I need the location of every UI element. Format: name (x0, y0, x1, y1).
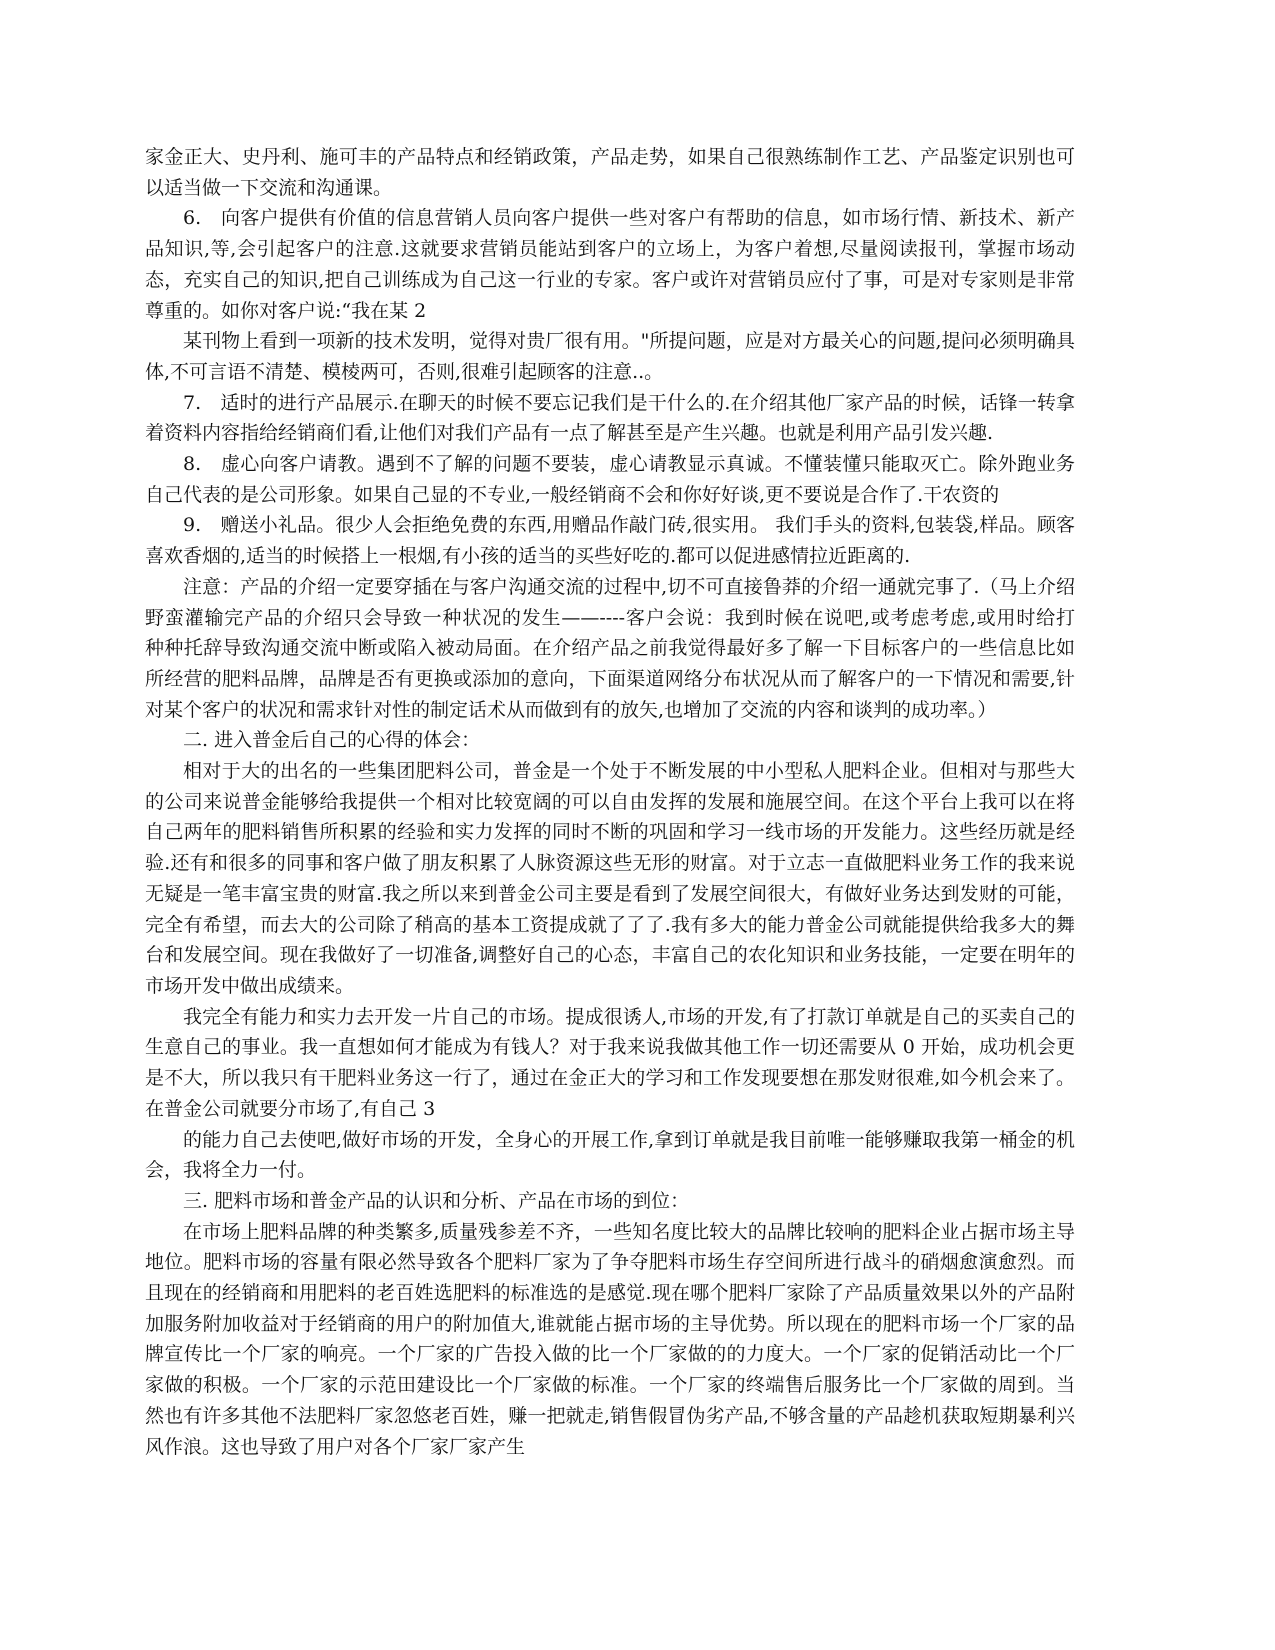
paragraph: 相对于大的出名的一些集团肥料公司，普金是一个处于不断发展的中小型私人肥料企业。但相对与那些大的公司来说普金能够给我提供一个相对比较宽阔的可以自由发挥的发展和施展空间。在这个平台上我可以在将自己两年的肥料销售所积累的经验和实力发挥的同时不断的巩固和学习一线市场的开发能力。这些经历就是经验.还有和很多的同事和客户做了朋友积累了人脉资源这些无形的财富。对于立志一直做肥料业务工作的我来说无疑是一笔丰富宝贵的财富.我之所以来到普金公司主要是看到了发展空间很大，有做好业务达到发财的可能，完全有希望，而去大的公司除了稍高的基本工资提成就了了了.我有多大的能力普金公司就能提供给我多大的舞台和发展空间。现在我做好了一切准备,调整好自己的心态，丰富自己的农化知识和业务技能，一定要在明年的市场开发中做出成绩来。 (145, 760, 1075, 997)
section-heading: 二. 进入普金后自己的心得的体会： (183, 729, 481, 752)
paragraph: 某刊物上看到一项新的技术发明，觉得对贵厂很有用。"所提问题，应是对方最关心的问题,提问必须明确具体,不可言语不清楚、模棱两可，否则,很难引起顾客的注意..。 (145, 330, 1075, 383)
paragraph: 的能力自己去使吧,做好市场的开发，全身心的开展工作,拿到订单就是我目前唯一能够赚取我第一桶金的机会，我将全力一付。 (145, 1128, 1075, 1182)
paragraph: 9. 赠送小礼品。很少人会拒绝免费的东西,用赠品作敲门砖,很实用。 我们手头的资料,包装袋,样品。顾客喜欢香烟的,适当的时候搭上一根烟,有小孩的适当的买些好吃的.都可以促进感情拉近距离的. (145, 514, 1075, 568)
paragraph: 家金正大、史丹利、施可丰的产品特点和经销政策，产品走势，如果自己很熟练制作工艺、产品鉴定识别也可以适当做一下交流和沟通课。 (145, 146, 1075, 199)
paragraph: 6. 向客户提供有价值的信息营销人员向客户提供一些对客户有帮助的信息，如市场行情、新技术、新产品知识,等,会引起客户的注意.这就要求营销员能站到客户的立场上，为客户着想,尽量阅读报刊，掌握市场动态，充实自己的知识,把自己训练成为自己这一行业的专家。客户或许对营销员应付了事，可是对专家则是非常尊重的。如你对客户说:“我在某 2 (145, 207, 1075, 322)
paragraph: 我完全有能力和实力去开发一片自己的市场。提成很诱人,市场的开发,有了打款订单就是自己的买卖自己的生意自己的事业。我一直想如何才能成为有钱人？对于我来说我做其他工作一切还需要从 0 开始，成功机会更是不大，所以我只有干肥料业务这一行了，通过在金正大的学习和工作发现要想在那发财很难,如今机会来了。在普金公司就要分市场了,有自己 3 (145, 1005, 1075, 1120)
section-heading: 三. 肥料市场和普金产品的认识和分析、产品在市场的到位： (183, 1189, 690, 1212)
paragraph: 7. 适时的进行产品展示.在聊天的时候不要忘记我们是干什么的.在介绍其他厂家产品的时候，话锋一转拿着资料内容指给经销商们看,让他们对我们产品有一点了解甚至是产生兴趣。也就是利用产品引发兴趣. (145, 391, 1075, 445)
paragraph: 注意：产品的介绍一定要穿插在与客户沟通交流的过程中,切不可直接鲁莽的介绍一通就完事了.（马上介绍野蛮灌输完产品的介绍只会导致一种状况的发生——----客户会说：我到时候在说吧,或考虑考虑,或用时给打 种种托辞导致沟通交流中断或陷入被动局面。在介绍产品之前我觉得最好多了解一下目标客户的一些信息比如所经营的肥料品牌，品牌是否有更换或添加的意向，下面渠道网络分布状况从而了解客户的一下情况和需要,针对某个客户的状况和需求针对性的制定话术从而做到有的放矢,也增加了交流的内容和谈判的成功率。） (145, 575, 1114, 721)
paragraph: 在市场上肥料品牌的种类繁多,质量残参差不齐，一些知名度比较大的品牌比较响的肥料企业占据市场主导地位。肥料市场的容量有限必然导致各个肥料厂家为了争夺肥料市场生存空间所进行战斗的硝烟愈演愈烈。而且现在的经销商和用肥料的老百姓选肥料的标准选的是感觉.现在哪个肥料厂家除了产品质量效果以外的产品附加服务附加收益对于经销商的用户的附加值大,谁就能占据市场的主导优势。所以现在的肥料市场一个厂家的品牌宣传比一个厂家的响亮。一个厂家的广告投入做的比一个厂家做的的力度大。一个厂家的促销活动比一个厂家做的积极。一个厂家的示范田建设比一个厂家做的标准。一个厂家的终端售后服务比一个厂家做的周到。当然也有许多其他不法肥料厂家忽悠老百姓，赚一把就走,销售假冒伪劣产品,不够含量的产品趁机获取短期暴利兴风作浪。这也导致了用户对各个厂家厂家产生 (145, 1220, 1075, 1458)
document-body (145, 142, 1114, 1462)
paragraph: 8. 虚心向客户请教。遇到不了解的问题不要装，虚心请教显示真诚。不懂装懂只能取灭亡。除外跑业务自己代表的是公司形象。如果自己显的不专业,一般经销商不会和你好好谈,更不要说是合作了.干农资的 (145, 453, 1075, 506)
